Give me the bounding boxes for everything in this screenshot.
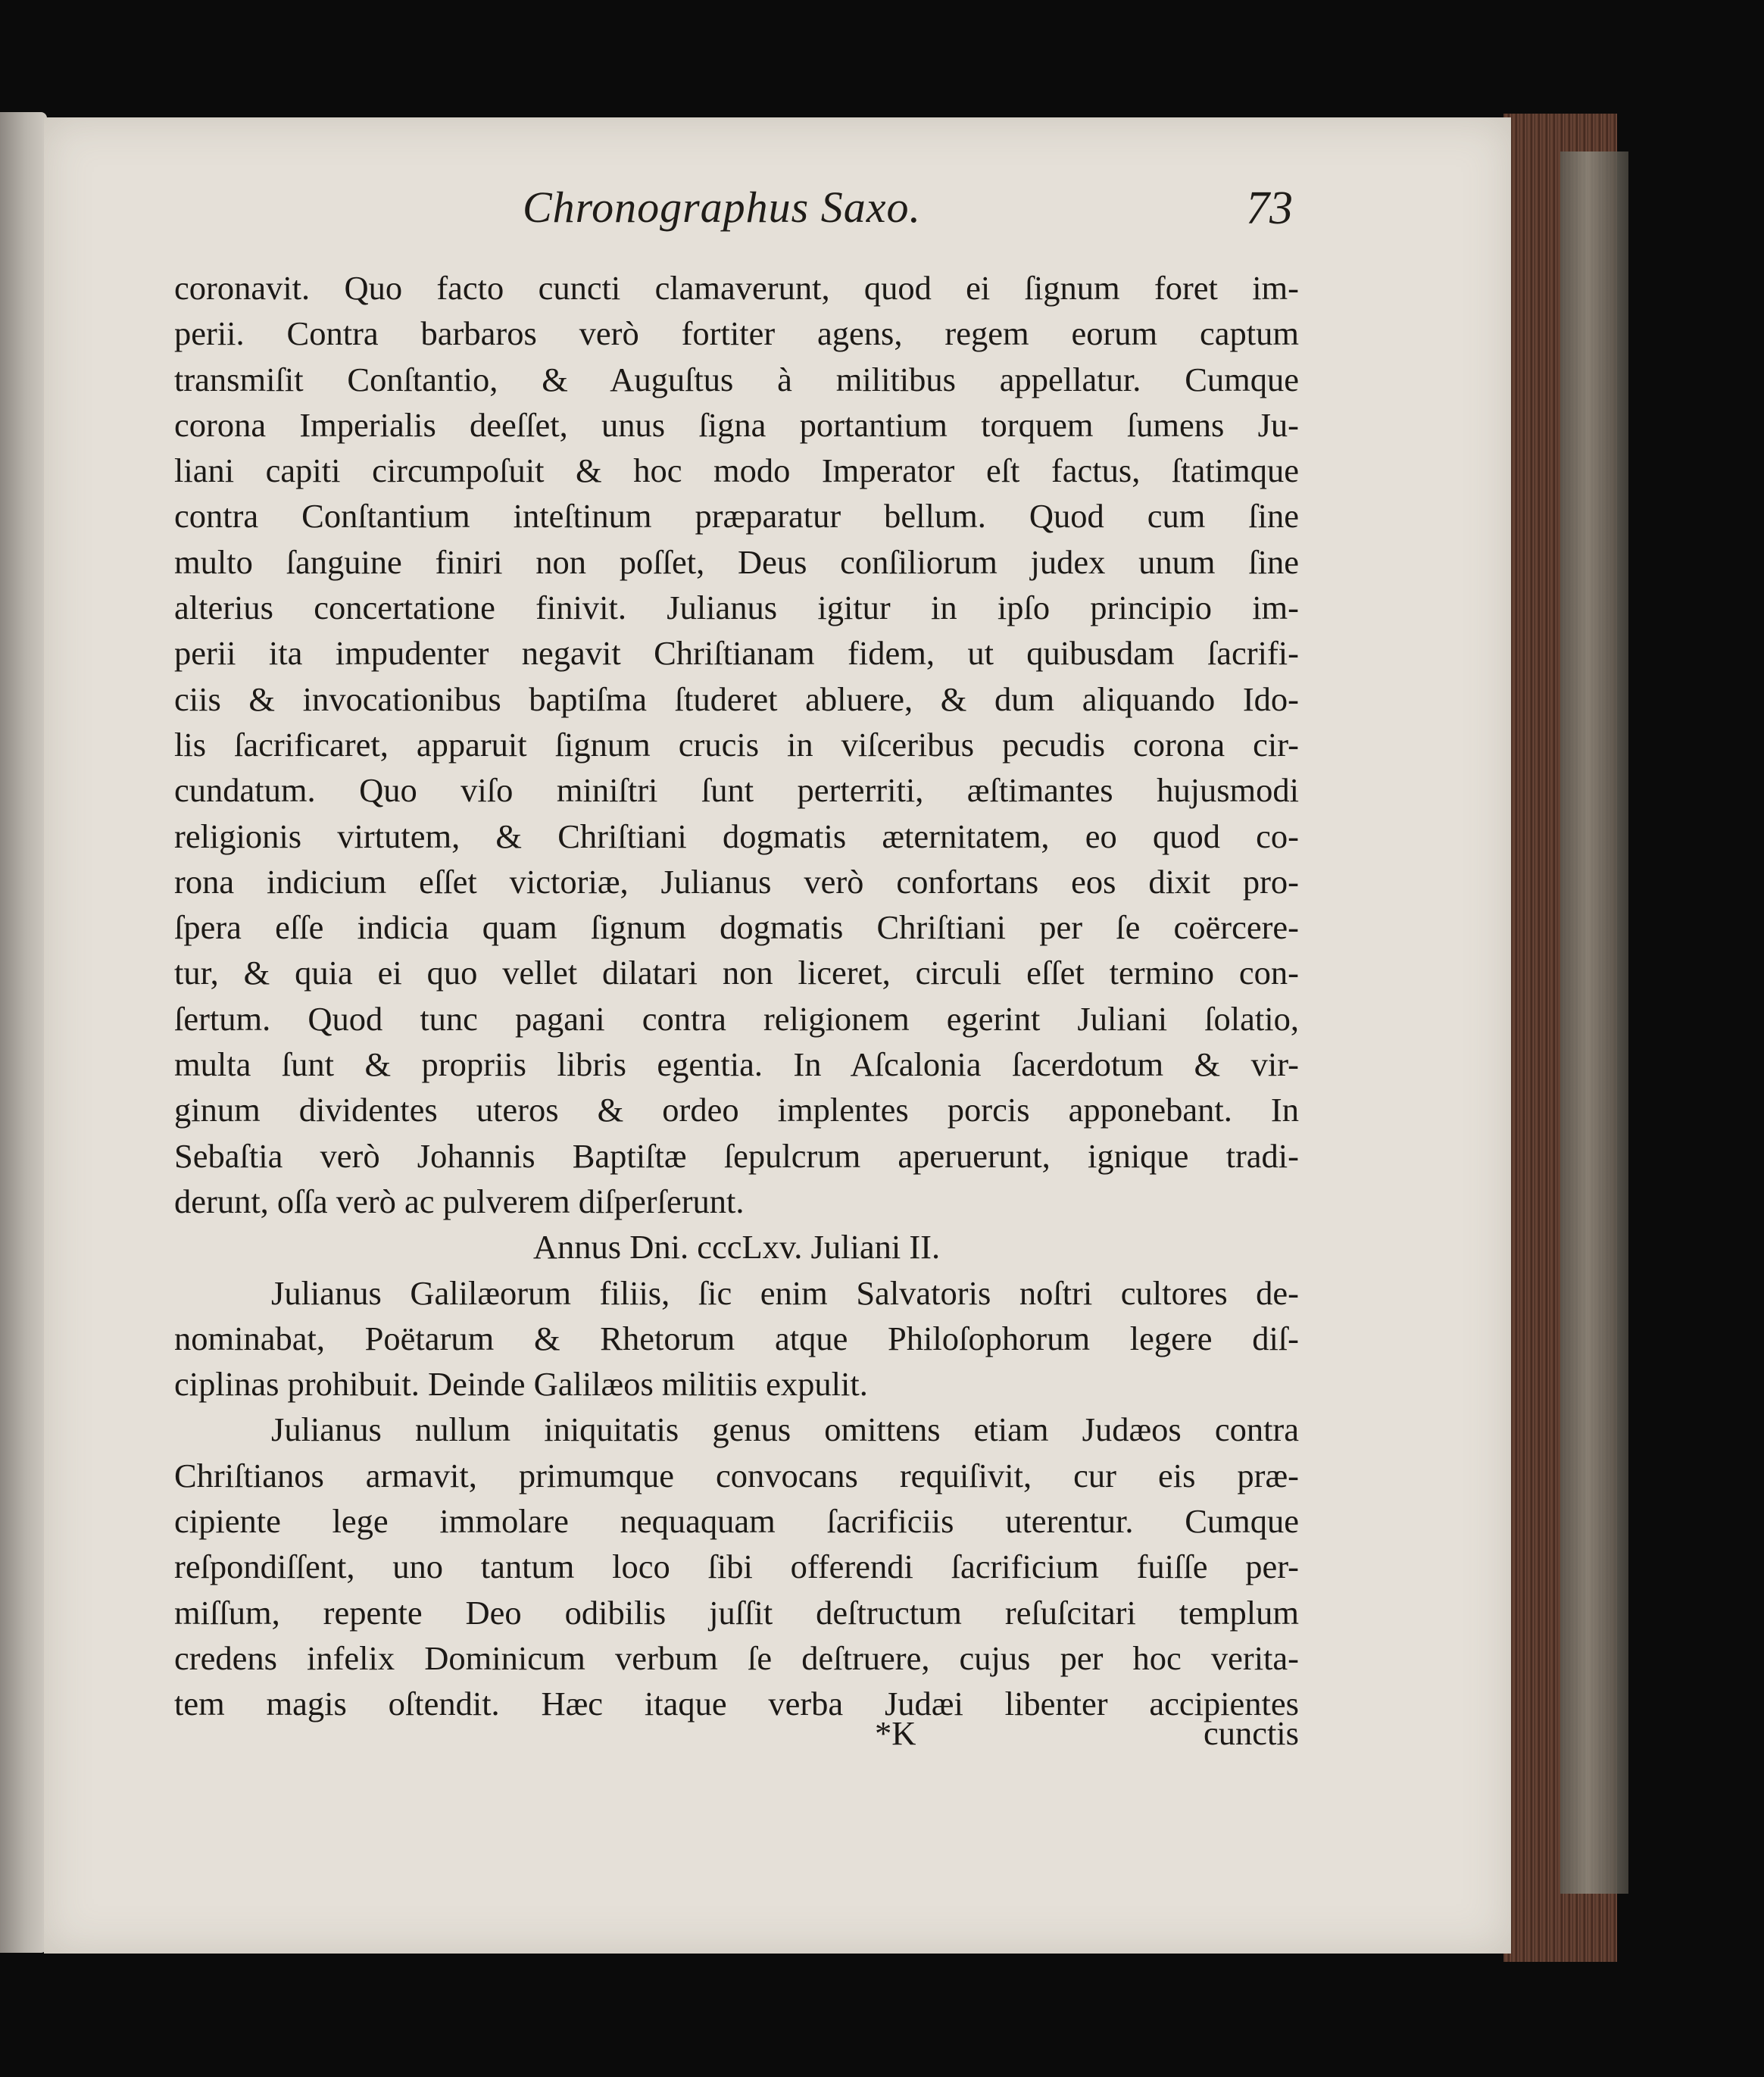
text-line: multa ſunt & propriis libris egentia. In Aſcalonia ſacerdotum & vir- <box>174 1045 1299 1084</box>
paragraph-line: reſpondiſſent, uno tantum loco ſibi offerendi ſacrificium fuiſſe per- <box>174 1548 1299 1586</box>
text-line: alterius concertatione finivit. Julianus igitur in ipſo principio im- <box>174 589 1299 627</box>
text-line: tur, & quia ei quo vellet dilatari non liceret, circuli eſſet termino con- <box>174 954 1299 992</box>
text-line: ciis & invocationibus baptiſma ſtuderet abluere, & dum aliquando Ido- <box>174 679 1299 718</box>
text-line: rona indicium eſſet victoriæ, Julianus verò confortans eos dixit pro- <box>174 862 1299 901</box>
text-line: lis ſacrificaret, apparuit ſignum crucis in viſceribus pecudis corona cir- <box>174 725 1299 764</box>
year-heading: Annus Dni. cccLxv. Juliani II. <box>532 1228 941 1267</box>
paragraph-line: tem magis oſtendit. Hæc itaque verba Judæi libenter accipientes <box>174 1685 1299 1723</box>
text-line: coronavit. Quo facto cuncti clamaverunt, quod ei ſignum foret im- <box>174 269 1299 307</box>
text-line: cundatum. Quo viſo miniſtri ſunt perterriti, æſtimantes hujusmodi <box>174 771 1299 810</box>
paragraph-line: ciplinas prohibuit. Deinde Galilæos militiis expulit. <box>174 1365 868 1404</box>
text-line: liani capiti circumpoſuit & hoc modo Imperator eſt factus, ſtatimque <box>174 451 1299 490</box>
text-line: ſertum. Quod tunc pagani contra religionem egerint Juliani ſolatio, <box>174 999 1299 1038</box>
page-number: 73 <box>1246 183 1293 234</box>
footer-row <box>174 1713 1299 1760</box>
book-cover-edge <box>1560 151 1628 1894</box>
text-line: ſpera eſſe indicia quam ſignum dogmatis Chriſtiani per ſe coërcere- <box>174 908 1299 947</box>
paragraph-line: nominabat, Poëtarum & Rhetorum atque Philoſophorum legere diſ- <box>174 1319 1299 1357</box>
signature-mark: *K <box>875 1714 916 1752</box>
text-line: derunt, oſſa verò ac pulverem diſperſerunt. <box>174 1182 745 1220</box>
catchword: cunctis <box>1203 1714 1299 1752</box>
text-line: perii. Contra barbaros verò fortiter agens, regem eorum captum <box>174 314 1299 353</box>
running-title: Chronographus Saxo. <box>523 183 921 232</box>
text-line: corona Imperialis deeſſet, unus ſigna portantium torquem ſumens Ju- <box>174 405 1299 444</box>
paragraph-line: Julianus Galilæorum filiis, ſic enim Salvatoris noſtri cultores de- <box>271 1273 1299 1312</box>
text-line: transmiſit Conſtantio, & Auguſtus à militibus appellatur. Cumque <box>174 360 1299 398</box>
text-line: religionis virtutem, & Chriſtiani dogmatis æternitatem, eo quod co- <box>174 817 1299 855</box>
text-line: contra Conſtantium inteſtinum præparatur bellum. Quod cum ſine <box>174 497 1299 536</box>
paragraph-line: Chriſtianos armavit, primumque convocans requiſivit, cur eis præ- <box>174 1456 1299 1495</box>
paragraph-line: cipiente lege immolare nequaquam ſacrificiis uterentur. Cumque <box>174 1502 1299 1541</box>
paragraph-line: credens infelix Dominicum verbum ſe deſtruere, cujus per hoc verita- <box>174 1638 1299 1677</box>
adjacent-page-edge <box>0 112 47 1953</box>
text-line: perii ita impudenter negavit Chriſtianam fidem, ut quibusdam ſacrifi- <box>174 634 1299 673</box>
paragraph-line: Julianus nullum iniquitatis genus omittens etiam Judæos contra <box>271 1410 1299 1449</box>
text-line: ginum dividentes uteros & ordeo implentes porcis apponebant. In <box>174 1091 1299 1129</box>
paragraph-line: miſſum, repente Deo odibilis juſſit deſtructum reſuſcitari templum <box>174 1593 1299 1632</box>
text-line: Sebaſtia verò Johannis Baptiſtæ ſepulcrum aperuerunt, ignique tradi- <box>174 1136 1299 1175</box>
text-block <box>174 265 1299 1727</box>
text-line: multo ſanguine finiri non poſſet, Deus conſiliorum judex unum ſine <box>174 542 1299 581</box>
